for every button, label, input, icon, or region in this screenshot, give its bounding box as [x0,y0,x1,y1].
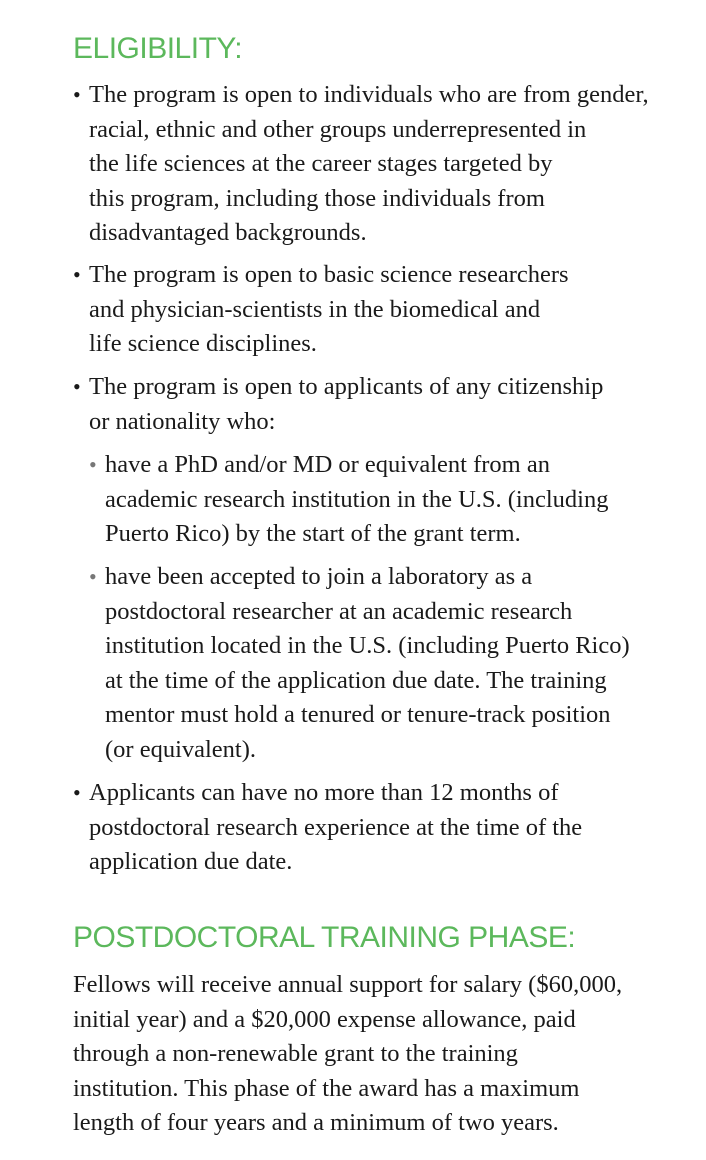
eligibility-heading: ELIGIBILITY: [73,32,243,65]
bullet-icon: • [73,262,81,287]
bullet-icon: • [73,374,81,399]
text-line: application due date. [89,848,293,875]
eligibility-subitem-degree [89,448,609,552]
bullet-icon: • [73,82,81,107]
text-line: life science disciplines. [89,330,317,357]
text-line: Puerto Rico) by the start of the grant term. [105,520,521,547]
text-line: postdoctoral researcher at an academic research [105,597,573,625]
text-line: mentor must hold a tenured or tenure-track position [105,701,611,728]
text-line: The program is open to individuals who are from gender, [89,81,649,108]
text-line: (or equivalent). [105,735,257,763]
text-line: initial year) and a $20,000 expense allowance, paid [73,1005,576,1033]
text-line: postdoctoral research experience at the time of the [89,813,583,841]
sub-bullet-icon: • [89,564,97,589]
text-line: length of four years and a minimum of two years. [73,1109,559,1136]
postdoctoral-heading: POSTDOCTORAL TRAINING PHASE: [73,921,576,954]
eligibility-item-experience [73,776,583,880]
text-line: racial, ethnic and other groups underrepresented in [89,115,587,143]
text-line: or nationality who: [89,407,276,435]
text-line: institution. This phase of the award has a maximum [73,1074,580,1102]
sub-bullet-icon: • [89,452,97,477]
eligibility-item-researchers [73,258,569,362]
text-line: The program is open to basic science researchers [89,261,569,288]
text-line: this program, including those individuals from [89,184,545,212]
text-line: and physician-scientists in the biomedical and [89,295,541,323]
text-line: academic research institution in the U.S. (including [105,485,609,513]
eligibility-subitem-laboratory [89,560,630,767]
text-line: through a non-renewable grant to the training [73,1040,518,1067]
text-line: the life sciences at the career stages targeted by [89,150,553,177]
text-line: Fellows will receive annual support for salary ($60,000, [73,971,623,998]
eligibility-item-citizenship [73,370,604,439]
eligibility-item-underrepresented [73,78,649,251]
text-line: have a PhD and/or MD or equivalent from an [105,451,550,478]
text-line: at the time of the application due date. The training [105,666,607,694]
text-line: Applicants can have no more than 12 months of [89,779,559,806]
text-line: institution located in the U.S. (including Puerto Rico) [105,632,630,659]
bullet-icon: • [73,780,81,805]
text-line: The program is open to applicants of any citizenship [89,373,604,400]
text-line: have been accepted to join a laboratory as a [105,563,533,590]
text-line: disadvantaged backgrounds. [89,219,367,246]
postdoctoral-paragraph [73,968,622,1141]
